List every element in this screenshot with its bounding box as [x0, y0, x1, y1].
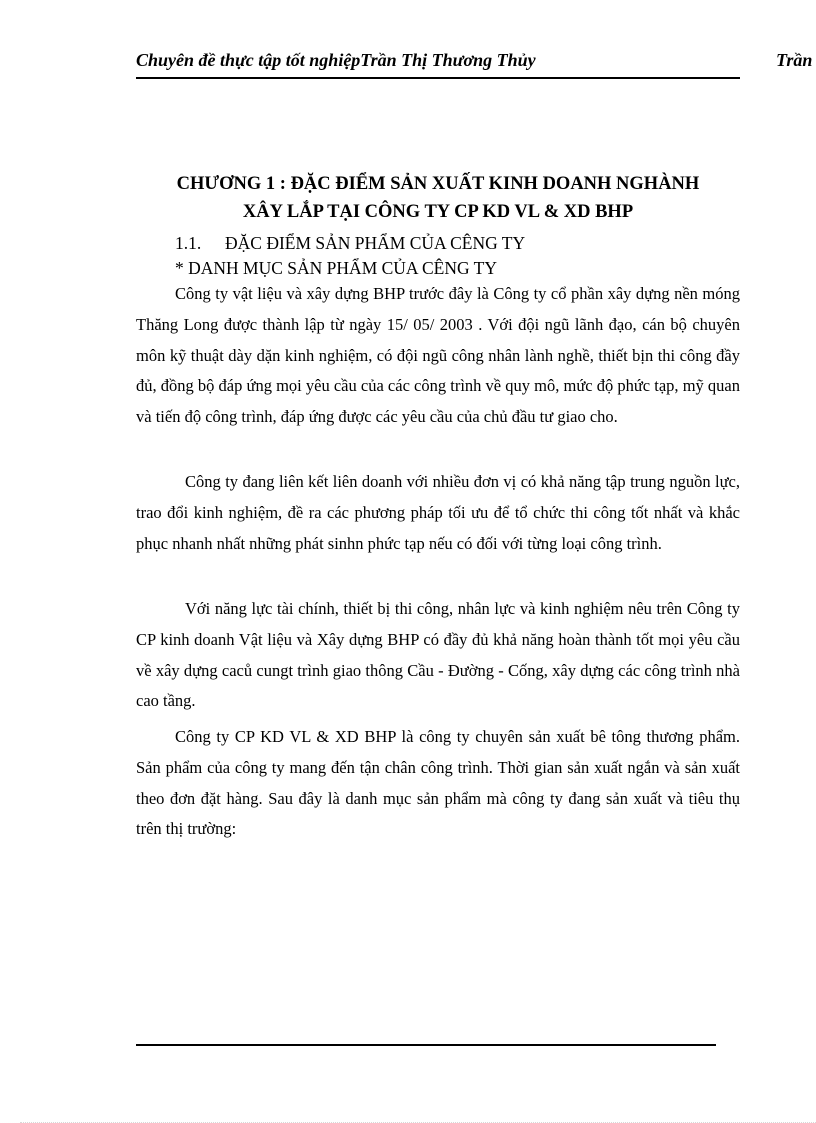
paragraph-3: Với năng lực tài chính, thiết bị thi công, nhân lực và kinh nghiệm nêu trên Công ty CP kinh doanh Vật liệu và Xây dựng BHP có đầy đủ khả năng hoàn thành tốt mọi yêu cầu về xây dựng caců cungt trình giao thông Cầu - Đường - Cống, xây dựng các công trình nhà cao tầng. — [136, 599, 740, 711]
footer-rule — [136, 1044, 716, 1046]
paragraph-4: Công ty CP KD VL & XD BHP là công ty chuyên sản xuất bê tông thương phẩm. Sản phẩm của công ty mang đến tận chân công trình. Thời gian sản xuất ngắn và sản xuất theo đơn đặt hàng. Sau đây là danh mục sản phẩm mà công ty đang sản xuất và tiêu thụ trên thị trường: — [136, 727, 740, 839]
paragraph-2: Công ty đang liên kết liên doanh với nhiều đơn vị có khả năng tập trung nguồn lực, trao đổi kinh nghiệm, đề ra các phương pháp tối ưu để tổ chức thi công tốt nhất và khắc phục nhanh nhất những phát sinhn phức tạp nếu có đối với từng loại công trình. — [136, 472, 740, 553]
running-header: Chuyên đề thực tập tốt nghiệpTrần Thị Thương Thủy — [136, 50, 536, 70]
section-subtitle: * DANH MỤC SẢN PHẨM CỦA CÊNG TY — [175, 258, 498, 278]
chapter-title — [136, 170, 740, 226]
section-title: ĐẶC ĐIỂM SẢN PHẨM CỦA CÊNG TY — [225, 233, 526, 253]
chapter-title-line-2: XÂY LẮP TẠI CÔNG TY CP KD VL & XD BHP — [242, 202, 634, 222]
header-rule — [136, 77, 740, 79]
section-heading — [175, 233, 525, 254]
chapter-title-line-1: CHƯƠNG 1 : ĐẶC ĐIỂM SẢN XUẤT KINH DOANH NGHÀNH — [176, 174, 700, 194]
paragraph-1: Công ty vật liệu và xây dựng BHP trước đây là Công ty cổ phần xây dựng nền móng Thăng Long được thành lập từ ngày 15/ 05/ 2003 . Với đội ngũ lãnh đạo, cán bộ chuyên môn kỹ thuật dày dặn kinh nghiệm, có đội ngũ công nhân lành nghề, thiết bịn thi công đầy đủ, đồng bộ đáp ứng mọi yêu cầu của các công trình về quy mô, mức độ phức tạp, mỹ quan và tiến độ công trình, đáp ứng được các yêu cầu của chủ đầu tư giao cho. — [136, 284, 740, 427]
running-header-overflow: Trần — [776, 50, 813, 70]
section-number: 1.1. — [175, 233, 202, 253]
